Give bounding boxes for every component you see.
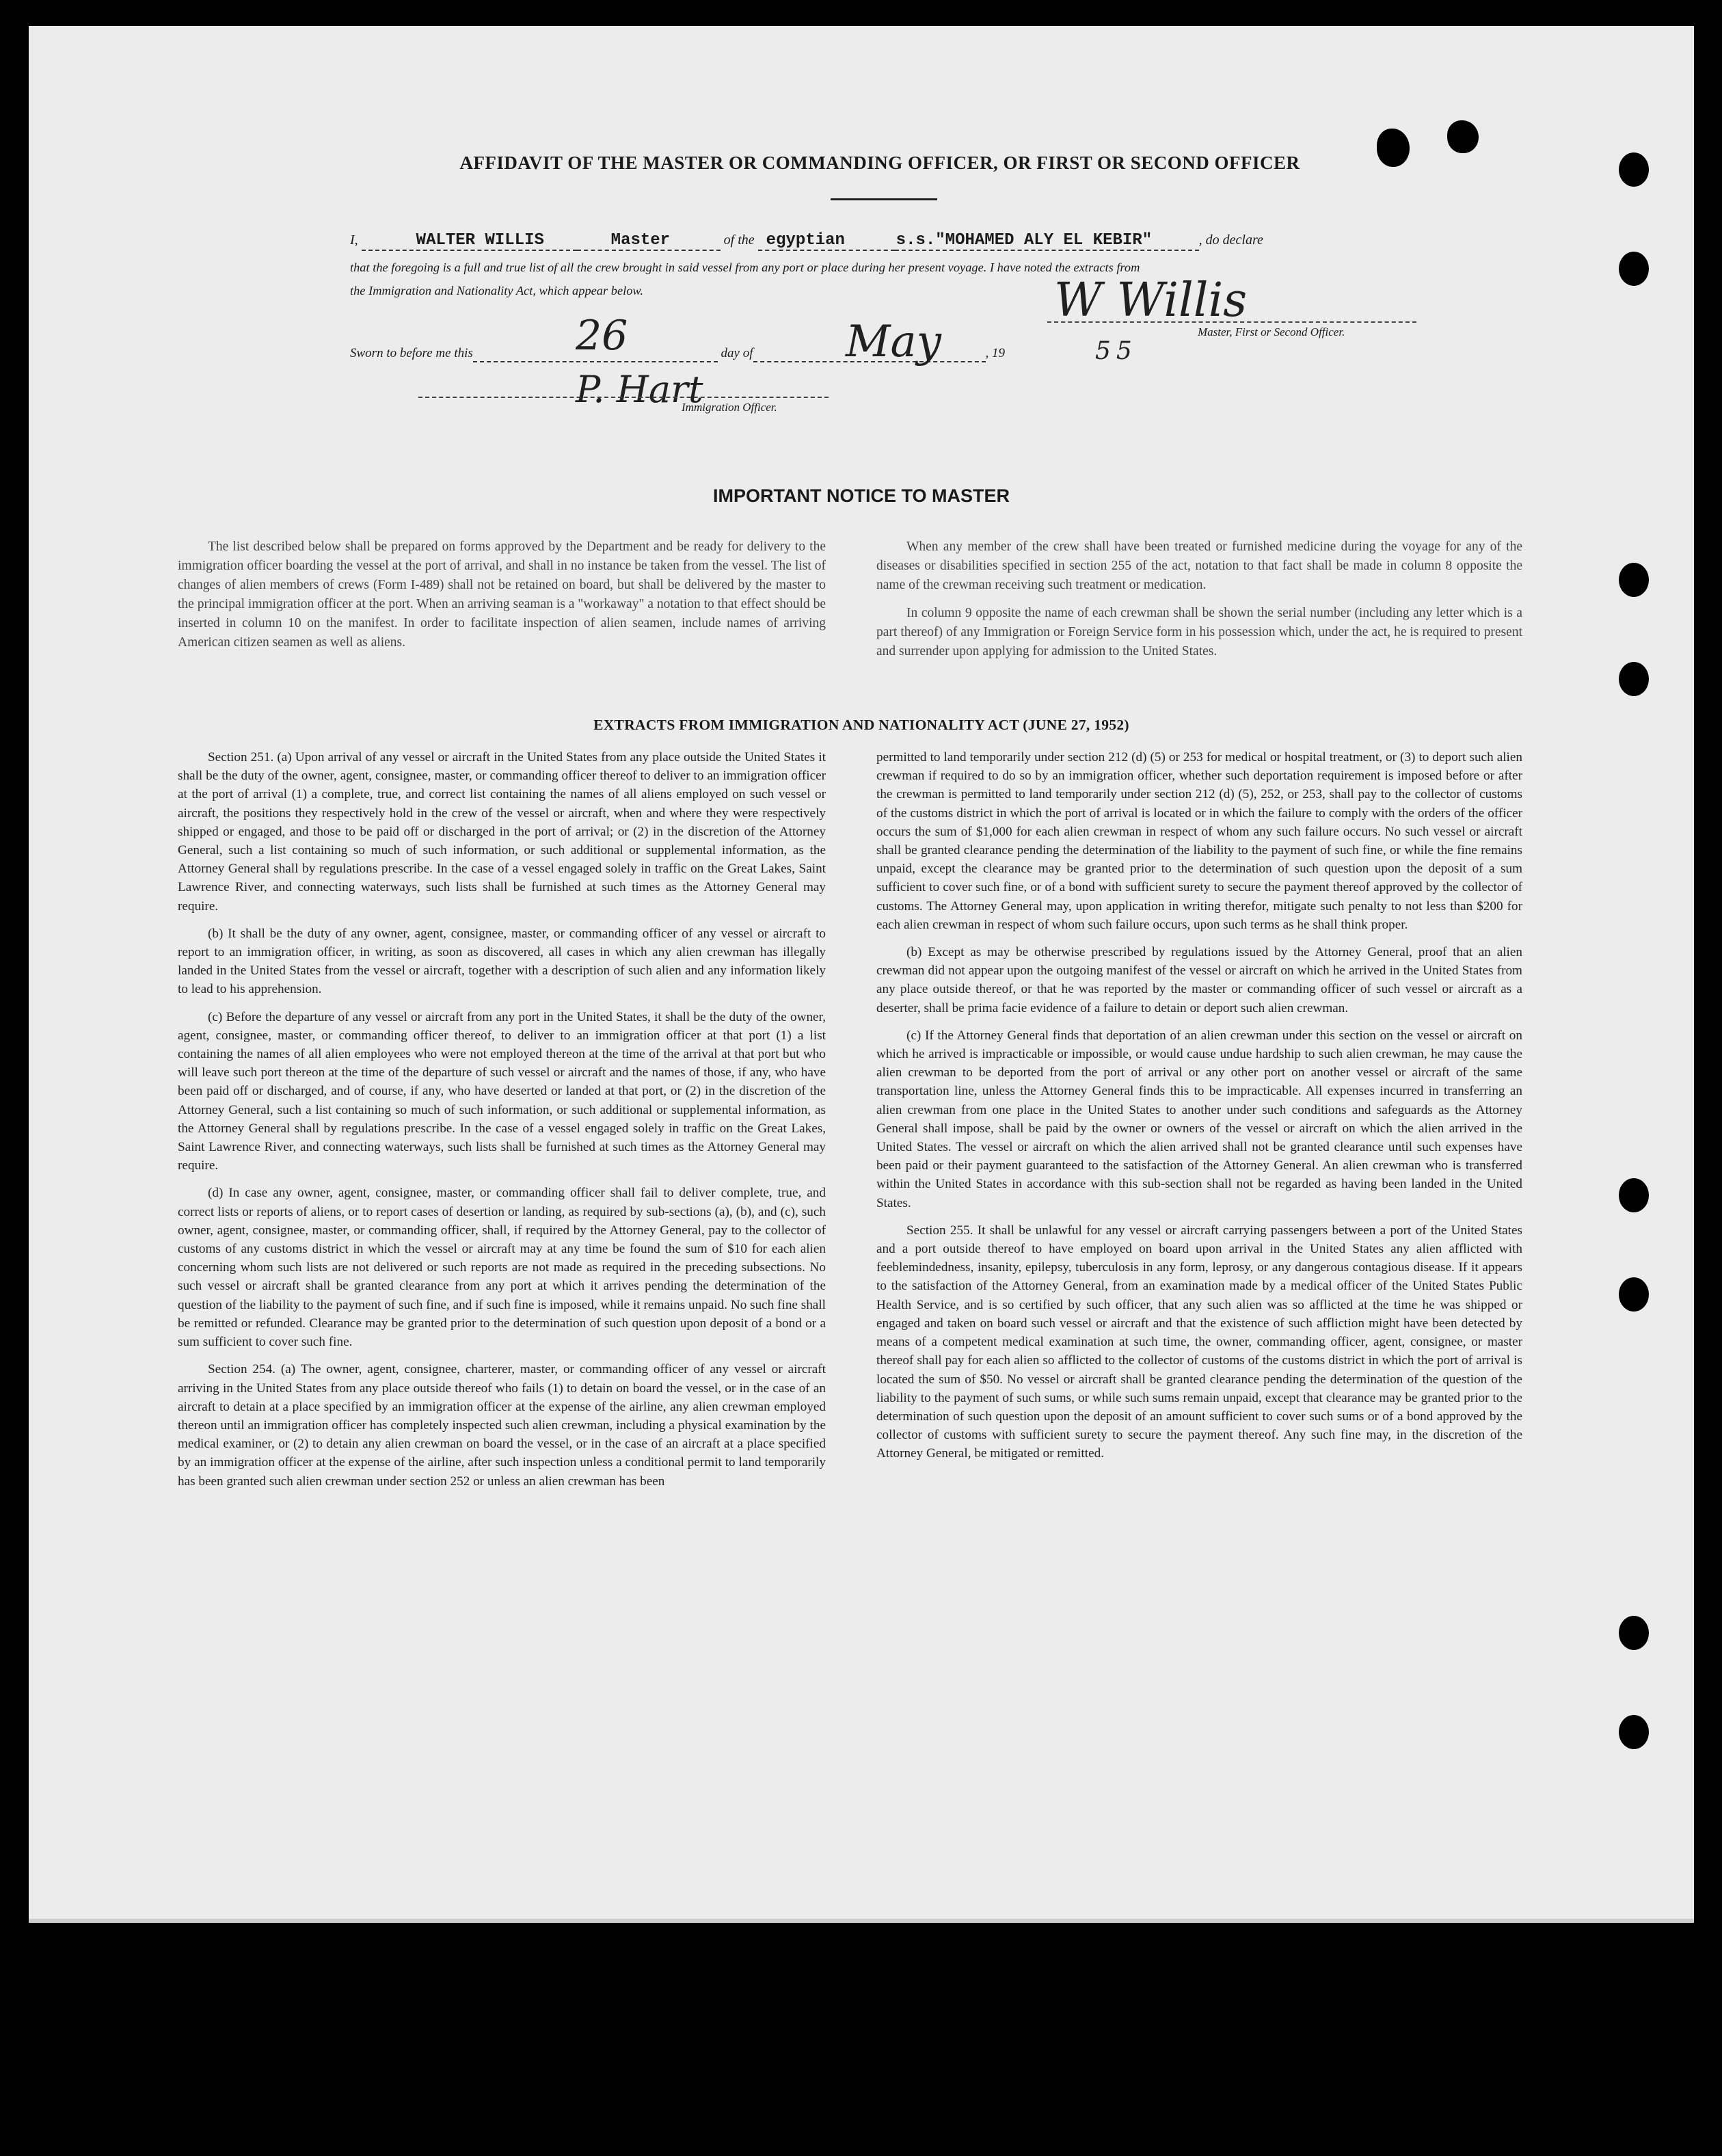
punch-hole <box>1619 662 1649 696</box>
master-signature: W Willis <box>1054 274 1248 328</box>
vessel-field <box>895 231 1199 251</box>
sworn-prefix: Sworn to before me this <box>350 346 473 360</box>
signature-line <box>1047 321 1416 323</box>
document-page <box>29 26 1694 1919</box>
punch-hole <box>1619 252 1649 286</box>
section-paragraph: Section 254. (a) The owner, agent, consignee, charterer, master, or commanding officer of any vessel or aircraft arriving in the United States from any place outside thereof who fails (1) to detain on board the vessel, or in the case of an aircraft to detain at a place specified by an immigration officer at the expense of the airline, any alien crewman employed thereon until an immigration officer has completely inspected such alien crewman, including a physical examination by the medical examiner, or (2) to detain any alien crewman on board the vessel, or in the case of an aircraft at a place specified by an immigration officer at the expense of the airline, after such inspection unless a conditional permit to land temporarily has been granted such alien crewman under section 252 or unless an alien crewman has been <box>178 1362 826 1489</box>
sworn-day: 26 <box>576 312 628 360</box>
punch-hole <box>1619 563 1649 597</box>
master-name-field <box>362 231 577 251</box>
rank: Master <box>610 231 671 250</box>
section-paragraph: (b) Except as may be otherwise prescribed by regulations issued by the Attorney General, proof that an alien crewman did not appear upon the outgoing manifest of the vessel or aircraft on which he arrived in the United States from any place outside thereof, or that he was reported by the master or commanding officer of such vessel or aircraft as a deserter, shall be prima facie evidence of a failure to detain or deport such alien crewman. <box>876 945 1522 1015</box>
do-declare-text: , do declare <box>1198 232 1263 248</box>
extracts-left-column <box>178 748 826 1500</box>
master-name: WALTER WILLIS <box>416 231 544 250</box>
extracts-right-column <box>876 748 1522 1472</box>
declaration-line-3: the Immigration and Nationality Act, which appear below. <box>350 284 643 297</box>
year-prefix: 19 <box>992 346 1006 360</box>
notice-left-column <box>178 537 826 661</box>
punch-hole <box>1619 1616 1649 1650</box>
of-the-text: of the <box>723 232 755 248</box>
sworn-line: Sworn to before me this day of , 19 <box>350 346 1005 362</box>
declaration-prefix: I, <box>350 232 358 248</box>
sworn-month: May <box>846 317 941 367</box>
signature-label: Master, First or Second Officer. <box>1198 325 1345 338</box>
officer-signature: P. Hart <box>576 368 703 411</box>
nationality: egyptian <box>766 231 845 250</box>
notice-paragraph: The list described below shall be prepared on forms approved by the Department and be ready for delivery to the immigration officer boarding the vessel at the port of arrival, and shall in no instance be taken from the vessel. The list of changes of alien members of crews (Form I-489) shall not be retained on board, but shall be delivered by the master to the principal immigration officer at the port. When an arriving seaman is a "workaway" a notation to that effect should be inserted in column 10 on the manifest. In order to facilitate inspection of alien seamen, include names of arriving American citizen seamen as well as aliens. <box>178 540 826 650</box>
punch-hole <box>1619 1277 1649 1312</box>
affidavit-title: AFFIDAVIT OF THE MASTER OR COMMANDING OFFICER, OR FIRST OR SECOND OFFICER <box>459 152 1300 173</box>
officer-label: Immigration Officer. <box>682 401 777 414</box>
title-underline <box>831 198 937 200</box>
vessel-name: s.s."MOHAMED ALY EL KEBIR" <box>896 231 1153 250</box>
rank-field <box>577 231 721 251</box>
notice-right-column <box>876 537 1522 670</box>
section-paragraph: (b) It shall be the duty of any owner, agent, consignee, master, or commanding officer of any vessel or aircraft to report to an immigration officer, in writing, as soon as discovered, all cases in which any alien crewman has illegally landed in the United States from the vessel or aircraft, together with a description of such alien and any information likely to lead to his apprehension. <box>178 926 826 997</box>
declaration-line-1 <box>350 231 1263 251</box>
nationality-field <box>758 231 895 251</box>
officer-line <box>418 397 829 398</box>
section-paragraph: (d) In case any owner, agent, consignee, master, or commanding officer shall fail to deliver complete, true, and correct lists or reports of aliens, or to report cases of desertion or landing, as required by sub-sections (a), (b), and (c), such owner, agent, consignee, master, or commanding officer, shall, if required by the Attorney General, pay to the collector of customs of any customs district in which the vessel or aircraft may at any time be found the sum of $10 for each alien concerning whom such lists are not delivered or such reports are not made as required in the preceding subsections. No such vessel or aircraft shall be granted clearance from any port at which it arrives pending the determination of the question of the liability to the payment of such fine, and if such fine is imposed, while it remains unpaid. No such fine shall be remitted or refunded. Clearance may be granted prior to the determination of such question upon deposit of a bond or a sum sufficient to cover such fine. <box>178 1186 826 1350</box>
section-paragraph: permitted to land temporarily under section 212 (d) (5) or 253 for medical or hospital treatment, or (3) to deport such alien crewman if required to do so by an immigration officer, whether such deportation requirement is imposed before or after the crewman is permitted to land temporarily under section 212 (d) (5), 252, or 253, shall pay to the collector of customs of the customs district in which the port of arrival is located or in which the failure to comply with the orders of the officer occurs the sum of $1,000 for each alien crewman in respect of whom any such failure occurs. No such vessel or aircraft shall be granted clearance pending the determination of the liability to the payment of such fine, or while the fine remains unpaid, except the clearance may be granted prior to the determination of such question upon the deposit of a sum sufficient to cover such fine, or of a bond with sufficient surety to secure the payment thereof approved by the collector of customs. The Attorney General may, upon application in writing therefor, mitigate such penalty to not less than $200 for each alien crewman in respect of whom such failure occurs, upon such terms as he shall think proper. <box>876 750 1522 932</box>
declaration-line-2: that the foregoing is a full and true list of all the crew brought in said vessel from any port or place during her present voyage. I have noted the extracts from <box>350 261 1140 274</box>
punch-hole <box>1619 1178 1649 1212</box>
section-paragraph: (c) If the Attorney General finds that deportation of an alien crewman under this section on the vessel or aircraft on which he arrived is impracticable or impossible, or would cause undue hardship to such alien crewman, he may cause the alien crewman to be deported from the port of arrival or any other port on another vessel or aircraft of the same transportation line, unless the Attorney General finds this to be impracticable. All expenses incurred in transferring an alien crewman from one place in the United States to another under such conditions and safeguards as the Attorney General shall impose, shall be paid by the owner or owners of the vessel or aircraft on which the alien arrived in the United States. The vessel or aircraft on which the alien arrived shall not be granted clearance until such expenses have been paid or their payment guaranteed to the satisfaction of the Attorney General. An alien crewman who is transferred within the United States in accordance with this sub-section shall not be regarded as having been landed in the United States. <box>876 1028 1522 1210</box>
notice-paragraph: In column 9 opposite the name of each crewman shall be shown the serial number (including any letter which is a part thereof) of any Immigration or Foreign Service form in his possession which, under the act, he is required to present and surrender upon applying for admission to the United States. <box>876 606 1522 658</box>
day-label: day of <box>721 346 753 360</box>
notice-paragraph: When any member of the crew shall have been treated or furnished medicine during the voyage for any of the diseases or disabilities specified in section 255 of the act, notation to that fact shall be made in column 8 opposite the name of the crewman receiving such treatment or medication. <box>876 540 1522 592</box>
section-paragraph: Section 255. It shall be unlawful for any vessel or aircraft carrying passengers between a port of the United States and a port outside thereof to have employed on board upon arrival in the United States any alien afflicted with feeblemindedness, insanity, epilepsy, tuberculosis in any form, leprosy, or any dangerous contagious disease. If it appears to the satisfaction of the Attorney General, from an examination made by a medical officer of the United States Public Health Service, and is so certified by such officer, that any such alien was so afflicted at the time he was shipped or engaged and taken on board such vessel or aircraft and that the existence of such affliction might have been detected by means of a competent medical examination at such time, the owner, commanding officer, agent, consignee, or master thereof shall pay for each alien so afflicted to the collector of customs of the customs district in which the port of arrival is located the sum of $50. No vessel or aircraft shall be granted clearance pending the determination of the question of the liability to the payment of such sums, or while such sums remain unpaid, except that clearance may be granted prior to the determination of such question upon the deposit of an amount sufficient to cover such sums or of a bond approved by the collector of customs with sufficient surety to secure the payment thereof. Any such fine may, in the discretion of the Attorney General, be mitigated or remitted. <box>876 1223 1522 1461</box>
ink-blot <box>1447 120 1479 153</box>
sworn-year: 55 <box>1095 337 1138 365</box>
ink-blot <box>1377 129 1410 167</box>
notice-heading: IMPORTANT NOTICE TO MASTER <box>713 485 1010 506</box>
section-paragraph: Section 251. (a) Upon arrival of any vessel or aircraft in the United States from any place outside the United States it shall be the duty of the owner, agent, consignee, master, or commanding officer thereof to deliver to an immigration officer at the port of arrival (1) a complete, true, and correct list containing the names of all aliens employed on such vessel or aircraft, the positions they respectively hold in the crew of the vessel or aircraft, when and where they were respectively shipped or engaged, and those to be paid off or discharged in the port of arrival; or (2) in the discretion of the Attorney General, such a list containing so much of such information, or such additional or supplemental information, as the Attorney General shall by regulations prescribe. In the case of a vessel engaged solely in traffic on the Great Lakes, Saint Lawrence River, and connecting waterways, such lists shall be furnished at such times as the Attorney General may require. <box>178 750 826 914</box>
punch-hole <box>1619 152 1649 187</box>
extracts-heading: EXTRACTS FROM IMMIGRATION AND NATIONALITY ACT (JUNE 27, 1952) <box>593 717 1129 733</box>
section-paragraph: (c) Before the departure of any vessel or aircraft from any port in the United States, it shall be the duty of the owner, agent, consignee, master, or commanding officer thereof, to deliver to an immigration officer at that port (1) a list containing the names of all alien employees who were not employed thereon at the time of the arrival at that port but who will leave such port thereon at the time of the departure of such vessel or aircraft and the names of those, if any, who have been paid off or discharged, and of course, if any, who have deserted or landed at that port, or (2) in the discretion of the Attorney General, such a list containing so much of such information, or such additional or supplemental information, as the Attorney General shall by regulations prescribe. In the case of a vessel engaged solely in traffic on the Great Lakes, Saint Lawrence River, and connecting waterways, such lists shall be furnished at such times as the Attorney General may require. <box>178 1009 826 1173</box>
punch-hole <box>1619 1715 1649 1749</box>
